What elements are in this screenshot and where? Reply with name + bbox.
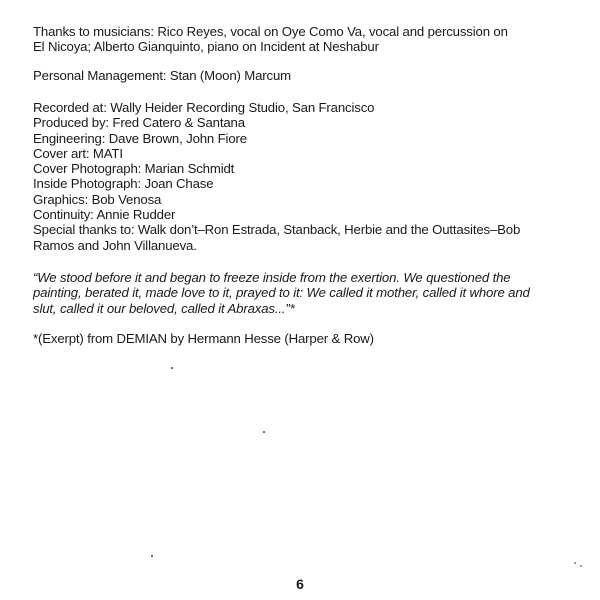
credit-inside-photograph: Inside Photograph: Joan Chase [33,176,214,192]
quote-line-2: painting, berated it, made love to it, prayed to it: We called it mother, called it whore and [33,285,530,301]
credit-produced-by: Produced by: Fred Catero & Santana [33,115,245,131]
credit-cover-photograph: Cover Photograph: Marian Schmidt [33,161,235,177]
excerpt-source [33,331,573,346]
quote-line-1: “We stood before it and began to freeze inside from the exertion. We questioned the [33,270,511,285]
production-credits [33,100,573,253]
credit-graphics: Graphics: Bob Venosa [33,191,162,207]
thanks-line-1: Thanks to musicians: Rico Reyes, vocal on Oye Como Va, vocal and percussion on [33,24,508,39]
print-speck [263,431,265,433]
personal-management [33,68,573,83]
credit-continuity: Continuity: Annie Rudder [33,207,176,223]
quote-line-3: slut, called it our beloved, called it Abraxas...”* [33,300,295,316]
credit-recorded-at: Recorded at: Wally Heider Recording Studio, San Francisco [33,100,375,115]
excerpt-line: *(Exerpt) from DEMIAN by Hermann Hesse (Harper & Row) [33,331,374,346]
thanks-line-2: El Nicoya; Alberto Gianquinto, piano on Incident at Neshabur [33,39,379,55]
management-line: Personal Management: Stan (Moon) Marcum [33,68,292,83]
print-speck [171,367,173,369]
abraxas-quote [33,270,573,316]
credit-cover-art: Cover art: MATI [33,145,123,161]
print-speck [574,562,576,564]
page-number: 6 [296,576,304,592]
print-speck [151,555,153,557]
credit-special-thanks-cont: Ramos and John Villanueva. [33,237,197,253]
credit-engineering: Engineering: Dave Brown, John Fiore [33,130,247,146]
credit-special-thanks: Special thanks to: Walk don’t–Ron Estrada, Stanback, Herbie and the Outtasites–Bob [33,222,521,238]
print-speck [580,565,582,567]
musician-thanks [33,24,573,55]
